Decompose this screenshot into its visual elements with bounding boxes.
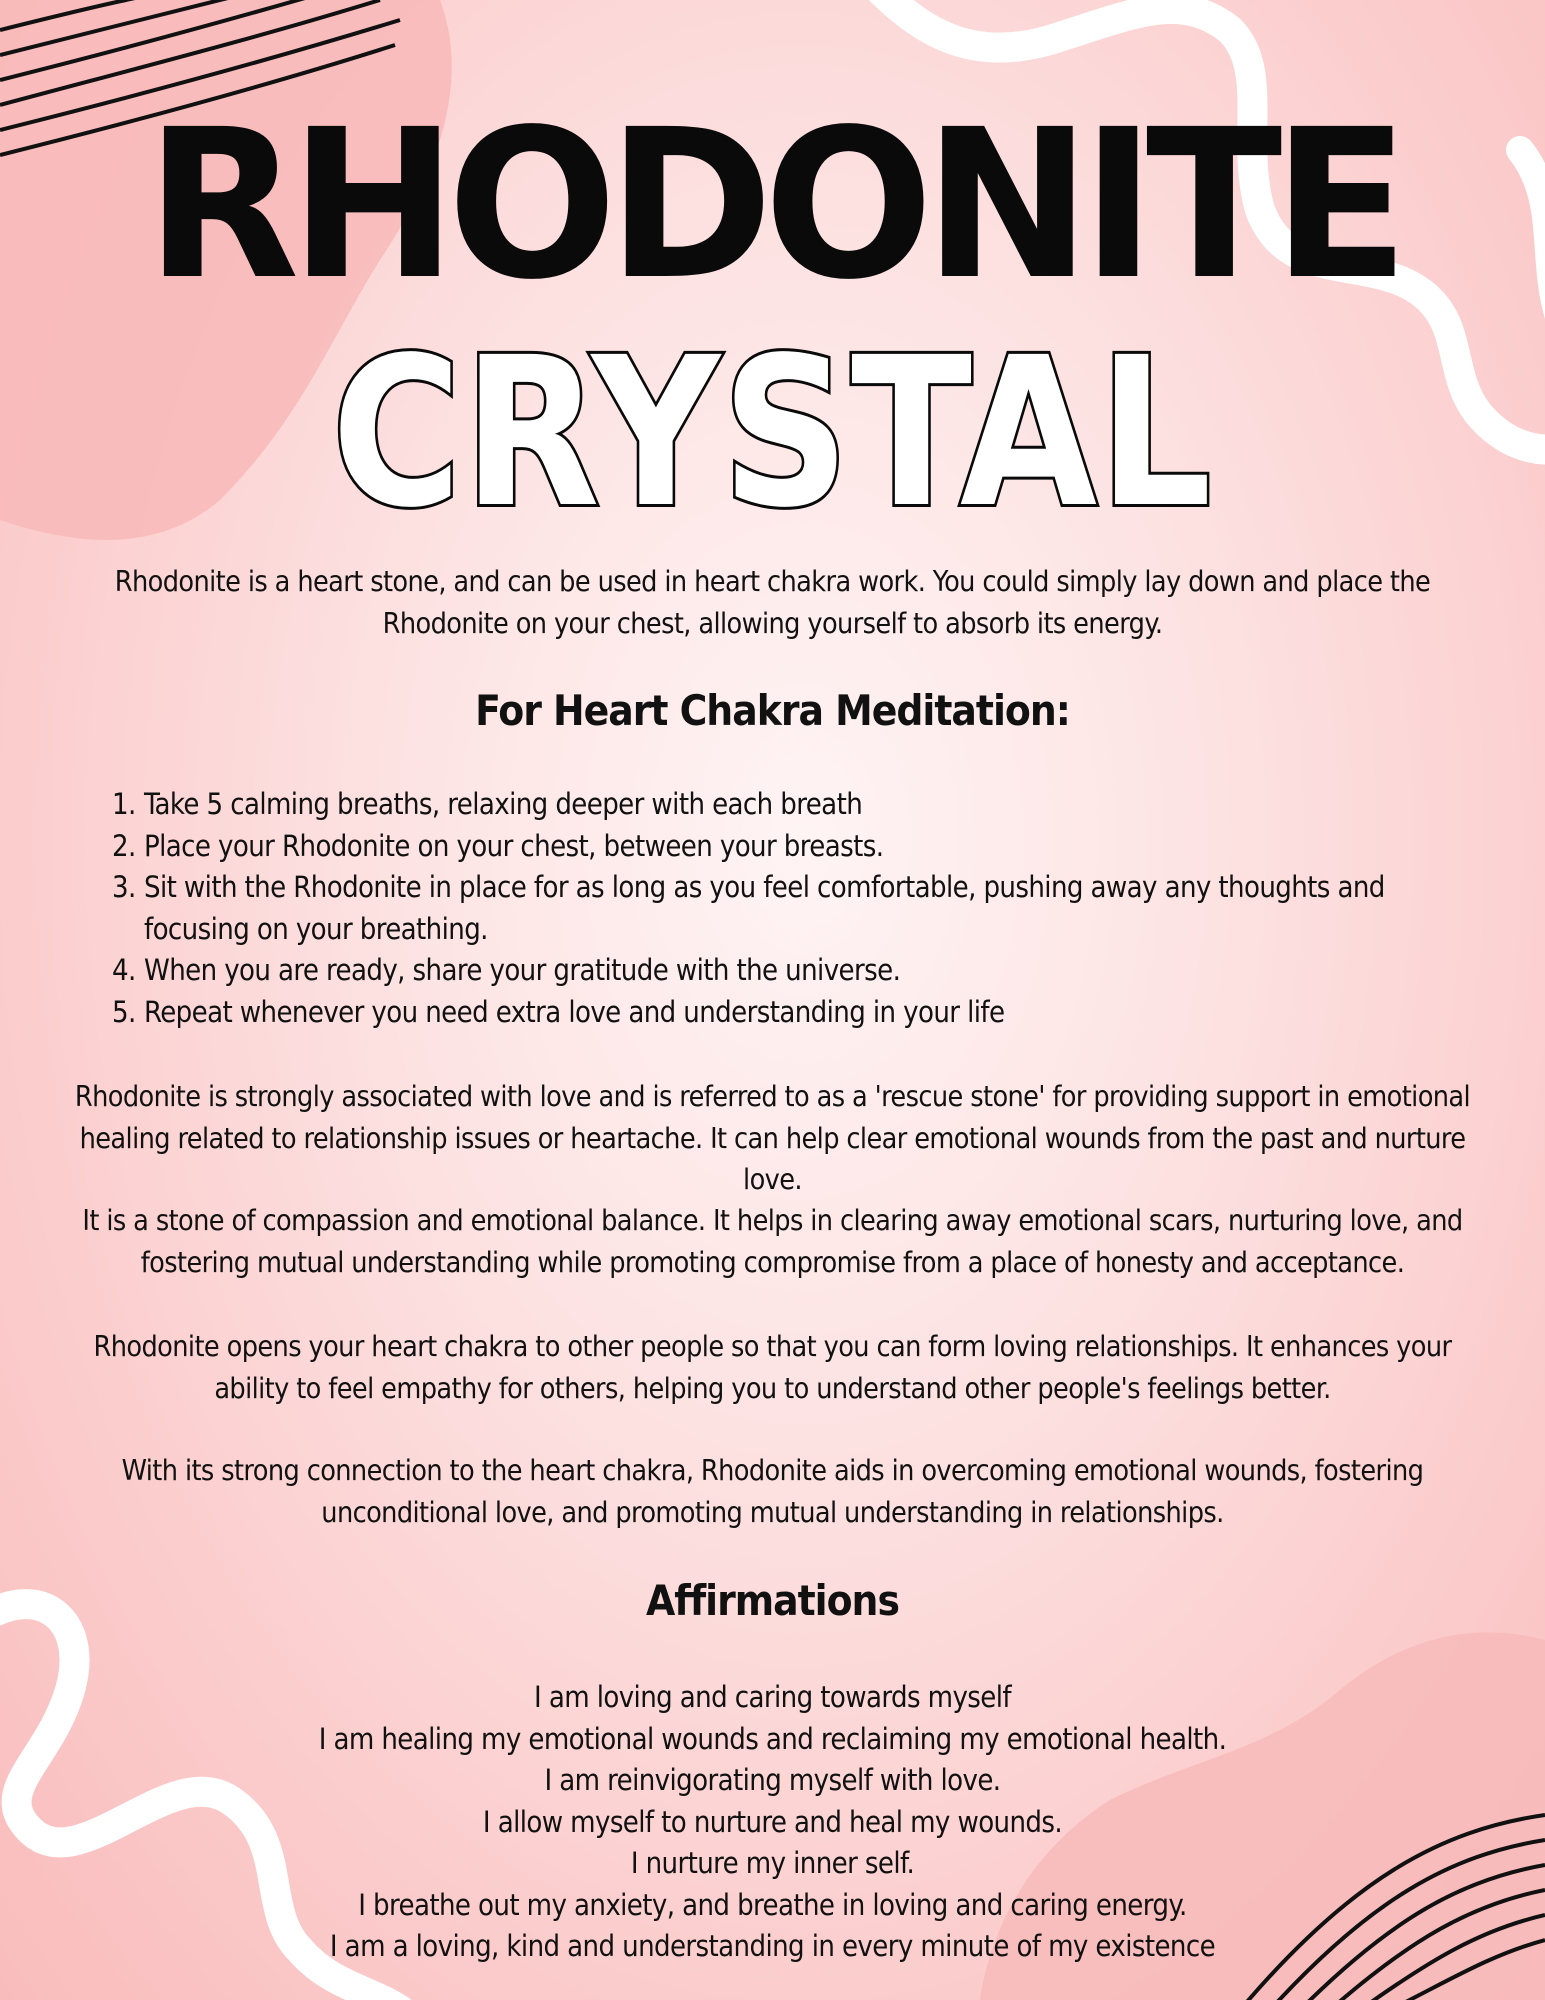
affirmation-item: I am reinvigorating myself with love. — [544, 1763, 1001, 1797]
affirmation-item: I allow myself to nurture and heal my wounds. — [482, 1804, 1063, 1839]
step-number: 1. — [112, 787, 136, 821]
step-number: 4. — [112, 953, 136, 987]
step-number: 2. — [112, 828, 136, 863]
compassion-paragraph: It is a stone of compassion and emotional balance. It helps in clearing away emotional scars, nurturing love, and fostering mutual understanding while promoting compromise from a place of honesty and acceptance. — [82, 1204, 1463, 1279]
intro-paragraph: Rhodonite is a heart stone, and can be used in heart chakra work. You could simply lay down and place the Rhodonite on your chest, allowing yourself to absorb its energy. — [114, 565, 1431, 640]
step-text: Repeat whenever you need extra love and understanding in your life — [144, 994, 1005, 1029]
step-text: Place your Rhodonite on your chest, between your breasts. — [144, 828, 884, 863]
rescue-stone-paragraph: Rhodonite is strongly associated with love and is referred to as a 'rescue stone' for providing support in emotional healing related to relationship issues or heartache. It can help clear emotional wounds from the past and nurture love. — [74, 1080, 1471, 1196]
affirmations-heading: Affirmations — [646, 1576, 899, 1625]
title-rhodonite: RHODONITE — [145, 85, 1400, 325]
step-text: Sit with the Rhodonite in place for as long as you feel comfortable, pushing away any thoughts and focusing on your breathing. — [144, 870, 1385, 946]
meditation-heading: For Heart Chakra Meditation: — [475, 686, 1070, 735]
heart-chakra-paragraph: Rhodonite opens your heart chakra to other people so that you can form loving relationships. It enhances your ability to feel empathy for others, helping you to understand other people's feelings better. — [93, 1330, 1452, 1405]
affirmation-item: I am healing my emotional wounds and reclaiming my emotional health. — [318, 1721, 1227, 1756]
step-item — [112, 992, 1482, 1034]
step-number: 5. — [112, 994, 136, 1029]
title-crystal: CRYSTAL — [331, 313, 1214, 553]
affirmation-item: I nurture my inner self. — [630, 1846, 915, 1880]
affirmations-list — [0, 1677, 1545, 1968]
affirmation-item: I am a loving, kind and understanding in every minute of my existence — [329, 1929, 1216, 1963]
step-text: Take 5 calming breaths, relaxing deeper with each breath — [144, 787, 863, 821]
affirmation-item: I breathe out my anxiety, and breathe in loving and caring energy. — [358, 1887, 1187, 1922]
step-item — [112, 867, 1482, 950]
step-number: 3. — [112, 870, 136, 904]
affirmation-item: I am loving and caring towards myself — [534, 1680, 1011, 1714]
meditation-steps — [112, 784, 1482, 1033]
step-item — [112, 784, 1482, 826]
step-item — [112, 826, 1482, 868]
step-item — [112, 950, 1482, 992]
connection-paragraph: With its strong connection to the heart chakra, Rhodonite aids in overcoming emotional wounds, fostering unconditional love, and promoting mutual understanding in relationships. — [121, 1454, 1424, 1529]
step-text: When you are ready, share your gratitude with the universe. — [144, 953, 901, 987]
